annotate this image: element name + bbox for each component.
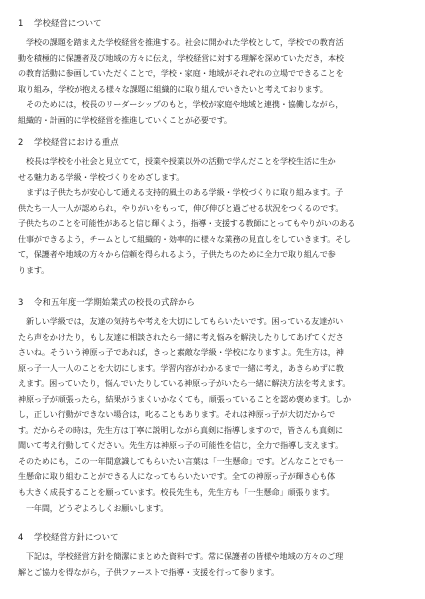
section-school-management xyxy=(18,18,408,128)
section-title: 学校経営方針について xyxy=(34,532,119,542)
section-title: 令和五年度一学期始業式の校長の式辞から xyxy=(34,297,196,307)
paragraph-line: 組織的・計画的に学校経営を推進していくことが必要です。 xyxy=(18,114,232,125)
paragraph-line: たら声をかけたり，もし友達に相談されたら一緒に考え悩みを解決したりしてあげてくださ xyxy=(18,331,344,342)
paragraph-line: 原っ子一人一人のことを大切にします。学習内容がわかるまで一緒に考え，あきらめずに教 xyxy=(18,362,344,373)
paragraph-line: し，正しい行動ができない場合は，叱ることもあります。それは神原っ子が大切だからで xyxy=(18,409,336,420)
paragraph-line: まずは子供たちが安心して通える支持的風土のある学級・学校づくりに取り組みます。子 xyxy=(18,187,344,198)
section-management-policy xyxy=(18,532,408,580)
paragraph-line: そのためには，校長のリーダーシップのもと，学校が家庭や地域と連携・協働しながら， xyxy=(18,99,344,110)
paragraph-line: えます。困っていたり，悩んでいたりしている神原っ子がいたら一緒に解決方法を考えます。 xyxy=(18,378,351,389)
section-management-priorities xyxy=(18,137,408,278)
paragraph-line: 新しい学級では，友達の気持ちや考えを大切にしてもらいたいです。困っている友達がい xyxy=(18,316,344,326)
paragraph-line: せる魅力ある学級・学校づくりをめざします。 xyxy=(18,171,185,182)
paragraph-line: 供たち一人一人が認められ，やりがいをもって，伸び伸びと過ごせる状況をつくるのです。 xyxy=(18,202,344,213)
paragraph-line: 仕事ができるよう，チームとして組織的・効率的に様々な業務の見直しをしていきます。そし xyxy=(18,233,351,244)
paragraph-line: て，保護者や地域の方々から信頼を得られるよう，子供たちのために全力で取り組んで参 xyxy=(18,249,336,260)
paragraph-line: す。だからその時は，先生方は丁寧に説明しながら真剣に指導しますので，皆さんも真剣に xyxy=(18,424,343,435)
section-title: 学校経営における重点 xyxy=(34,137,119,147)
paragraph-line: 校長は学校を小社会と見立てて，授業や授業以外の活動で学んだことを学校生活に生か xyxy=(18,156,336,166)
section-number: 2 xyxy=(18,137,24,147)
paragraph-line: そのためにも，この一年間意識してもらいたい言葉は「一生懸命」です。どんなことでも一 xyxy=(18,455,344,466)
paragraph-line: 学校の課題を踏まえた学校経営を推進する。社会に開かれた学校として，学校での教育活 xyxy=(18,37,344,47)
paragraph-line: さいね。そういう神原っ子であれば，きっと素敵な学級・学校になりますよ。先生方は，神 xyxy=(18,347,344,358)
section-title: 学校経営について xyxy=(34,18,102,28)
section-heading xyxy=(18,137,408,148)
section-number: 1 xyxy=(18,18,24,28)
section-heading xyxy=(18,297,408,308)
paragraph-line: の教育活動に参画していただくことで，学校・家庭・地域がそれぞれの立場でできることを xyxy=(18,68,344,79)
paragraph-line: 解とご協力を得ながら，子供ファーストで指導・支援を行って参ります。 xyxy=(18,566,279,577)
section-number: 3 xyxy=(18,297,24,307)
paragraph-line: 聞いて考え行動してください。先生方は神原っ子の可能性を信じ，全力で指導し支えます。 xyxy=(18,440,344,451)
paragraph-line: も大きく成長することを願っています。校長先生も，先生方も「一生懸命」頑張ります。 xyxy=(18,487,335,498)
paragraph-line: 生懸命に取り組むことができる人になってもらいたいです。全ての神原っ子が輝き心も体 xyxy=(18,471,336,482)
paragraph-line: 下記は，学校経営方針を簡潔にまとめた資料です。常に保護者の皆様や地域の方々のご理 xyxy=(18,551,344,561)
paragraph-line: 子供たちのことを可能性があると信じ輝くよう，指導・支援する教師にとってもやりがいのある xyxy=(18,218,356,229)
paragraph-line: 取り組み，学校が抱える様々な課題に組織的に取り組んでいきたいと考えております。 xyxy=(18,83,328,94)
section-number: 4 xyxy=(18,532,24,542)
paragraph-line: ります。 xyxy=(18,264,50,275)
section-heading xyxy=(18,532,408,543)
section-principal-address xyxy=(18,297,408,516)
paragraph-line: 一年間，どうぞよろしくお願いします。 xyxy=(18,502,169,513)
paragraph-line: 動を積極的に保護者及び地域の方々に伝え，学校経営に対する理解を深めていただき，本校 xyxy=(18,52,344,63)
paragraph-line: 神原っ子が頑張ったら，結果がうまくいかなくても，頑張っていることを認め褒めます。しか xyxy=(18,393,351,404)
section-heading xyxy=(18,18,408,29)
